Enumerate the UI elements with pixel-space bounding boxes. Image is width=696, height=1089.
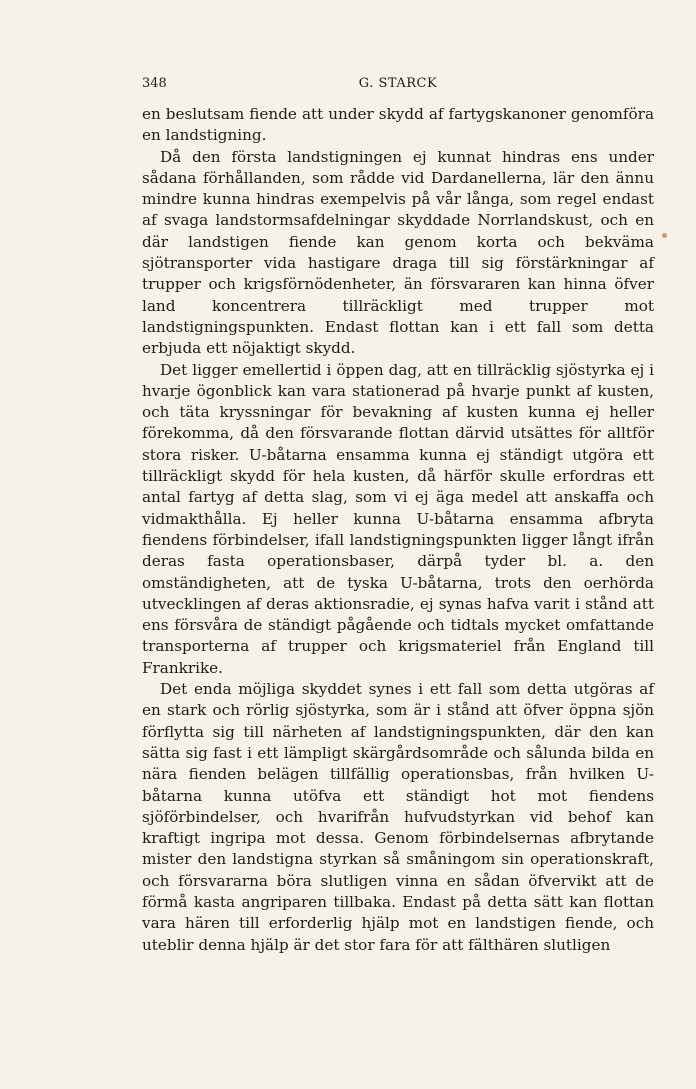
paragraph-4: Det enda möjliga skyddet synes i ett fall som detta utgöras af en stark och rörlig sjöstyrka, som är i stånd att öfver öppna sjön förflytta sig till närheten af landstigningspunkten, där den kan sätta sig fast i ett lämpligt skärgårdsområde och sålunda bilda en nära fienden belägen tillfällig operationsbas, från hvilken U-båtarna kunna utöfva ett ständigt hot mot fiendens sjöförbindelser, och hvarifrån hufvudstyrkan vid behof kan kraftigt ingripa mot dessa. Genom förbindelsernas afbrytande mister den landstigna styrkan så småningom sin operationskraft, och försvararna böra slutligen vinna en sådan öfvervikt att de förmå kasta angriparen tillbaka. Endast på detta sätt kan flottan vara hären till erforderlig hjälp mot en landstigen fiende, och uteblir denna hjälp är det stor fara för att fälthären slutligen <box>142 680 654 954</box>
paragraph-3: Det ligger emellertid i öppen dag, att en tillräcklig sjöstyrka ej i hvarje ögonblick kan vara stationerad på hvarje punkt af kusten, och täta kryssningar för bevakning af kusten kunna ej heller förekomma, då den försvarande flottan därvid utsättes för alltför stora risker. U-båtarna ensamma kunna ej ständigt utgöra ett tillräckligt skydd för hela kusten, då härför skulle erfordras ett antal fartyg af detta slag, som vi ej äga medel att anskaffa och vidmakthålla. Ej heller kunna U-båtarna ensamma afbryta fiendens förbindelser, ifall landstigningspunkten ligger långt ifrån deras fasta operationsbaser, därpå tyder bl. a. den omständigheten, att de tyska U-båtarna, trots den oerhörda utvecklingen af deras aktionsradie, ej synas hafva varit i stånd att ens försvåra de ständigt pågående och tidtals mycket omfattande transporterna af trupper och krigsmateriel från England till Frankrike. <box>142 360 654 677</box>
running-head: G. STARCK <box>358 76 438 91</box>
body-text <box>142 104 654 956</box>
paragraph-1: en beslutsam fiende att under skydd af fartygskanoner genomföra en landstigning. <box>142 105 654 145</box>
page-number: 348 <box>142 76 167 91</box>
paragraph-2: Då den första landstigningen ej kunnat hindras ens under sådana förhållanden, som rådde vid Dardanellerna, lär den ännu mindre kunna hindras exempelvis på vår långa, som regel endast af svaga landstormsafdelningar skyddade Norrlandskust, och en där landstigen fiende kan genom korta och bekväma sjötransporter vida hastigare draga till sig förstärkningar af trupper och krigsförnödenheter, än försvararen kan hinna öfver land koncentrera tillräckligt med trupper mot landstigningspunkten. Endast flottan kan i ett fall som detta erbjuda ett nöjaktigt skydd. <box>142 147 654 358</box>
margin-dot <box>662 233 667 238</box>
page-header <box>142 76 654 94</box>
